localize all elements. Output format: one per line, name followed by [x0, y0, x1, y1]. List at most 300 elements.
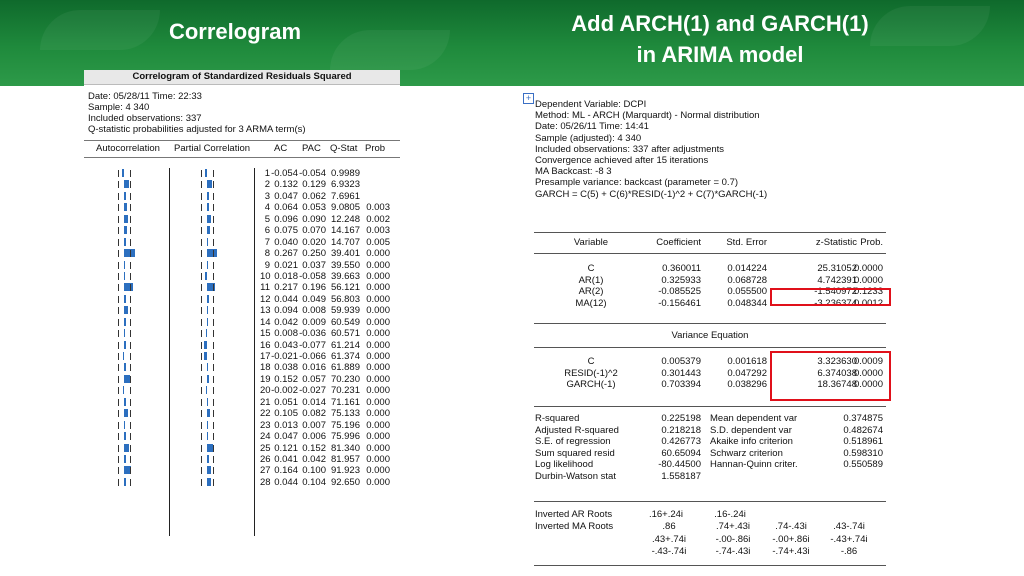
right-title-line-2: in ARIMA model	[636, 42, 804, 67]
confidence-mark	[201, 216, 202, 223]
pac-bar	[207, 432, 208, 440]
ac-bar	[124, 295, 126, 303]
coefficient-row-cell: AR(2)	[578, 286, 604, 297]
pac-bar	[204, 352, 207, 360]
ma-root: -.43+.74i	[830, 533, 868, 545]
lag-cell: 22	[260, 408, 271, 420]
confidence-mark	[201, 273, 202, 280]
coefficient-row-cell: MA(12)	[575, 297, 607, 309]
qstat-cell: 61.889	[330, 362, 360, 374]
confidence-mark	[201, 170, 202, 177]
prob-cell: 0.000	[366, 305, 390, 317]
lag-cell: 5	[264, 213, 270, 225]
confidence-mark	[201, 204, 202, 211]
ac-cell: -0.002	[271, 385, 298, 397]
coefficient-row-cell: C	[587, 263, 595, 274]
confidence-mark	[130, 227, 131, 234]
lag-cell: 15	[260, 328, 271, 340]
meta-line: Q-statistic probabilities adjusted for 3 ARMA term(s)	[88, 124, 306, 135]
confidence-mark	[201, 342, 202, 349]
confidence-mark	[130, 399, 131, 406]
confidence-mark	[201, 456, 202, 463]
correlogram-row	[84, 477, 400, 488]
coefficient-row-cell: 0.325933	[661, 274, 701, 286]
variance-row-cell: 18.36748	[817, 379, 857, 390]
pac-cell: 0.057	[302, 373, 326, 385]
qstat-cell: 81.957	[330, 453, 360, 465]
ma-root: .86	[662, 521, 676, 532]
column-header: Prob.	[860, 237, 883, 248]
pac-bar	[207, 375, 209, 383]
correlogram-row	[84, 351, 400, 362]
confidence-mark	[213, 387, 214, 394]
correlogram-row	[84, 225, 400, 236]
coefficient-row-cell: 0.0000	[853, 274, 883, 286]
confidence-mark	[118, 204, 119, 211]
ma-root: -.00-.86i	[715, 533, 751, 545]
correlogram-row	[84, 443, 400, 454]
qstat-cell: 39.401	[330, 248, 360, 260]
ac-bar	[124, 363, 126, 371]
confidence-mark	[118, 422, 119, 429]
ac-bar	[124, 261, 125, 269]
confidence-mark	[130, 250, 131, 257]
prob-cell: 0.003	[366, 225, 390, 237]
estimation-header-line: Date: 05/26/11 Time: 14:41	[535, 121, 649, 133]
ac-bar	[124, 192, 126, 200]
qstat-cell: 70.230	[330, 373, 360, 385]
confidence-mark	[201, 433, 202, 440]
confidence-mark	[130, 467, 131, 474]
pac-bar	[207, 180, 212, 188]
correlogram-row	[84, 465, 400, 476]
prob-cell: 0.000	[366, 465, 390, 477]
estimation-header-line: Included observations: 337 after adjustments	[535, 143, 725, 155]
ac-bar	[124, 329, 125, 337]
stat-label: Sum squared resid	[535, 447, 615, 459]
ac-cell: 0.044	[274, 476, 298, 488]
roots-label: Inverted AR Roots	[535, 509, 613, 520]
correlogram-row	[84, 385, 400, 396]
correlogram-row	[84, 248, 400, 259]
variance-row-cell: 0.301443	[661, 367, 701, 379]
coefficient-row-cell: 25.31052	[817, 263, 857, 274]
right-slide-title	[540, 8, 900, 70]
stat-label: Mean dependent var	[710, 413, 798, 424]
pac-cell: 0.090	[302, 213, 326, 225]
confidence-mark	[213, 467, 214, 474]
prob-cell: 0.005	[366, 236, 390, 248]
meta-line: Date: 05/28/11 Time: 22:33	[88, 91, 202, 102]
confidence-mark	[213, 353, 214, 360]
prob-cell: 0.000	[366, 419, 390, 431]
confidence-mark	[118, 342, 119, 349]
qstat-cell: 75.196	[330, 419, 360, 431]
confidence-mark	[118, 193, 119, 200]
pac-bar	[207, 192, 209, 200]
variance-row-cell: RESID(-1)^2	[564, 367, 618, 379]
roots-label: Inverted MA Roots	[535, 521, 614, 532]
variance-row-cell: 0.0000	[853, 379, 883, 390]
background-leaf-decoration	[40, 10, 160, 50]
ma-root: .74-.43i	[775, 521, 807, 532]
pac-cell: 0.053	[302, 202, 326, 214]
pac-bar	[207, 466, 211, 474]
confidence-mark	[201, 376, 202, 383]
ar-root: .16-.24i	[714, 509, 746, 520]
confidence-mark	[213, 193, 214, 200]
ma-root: .43+.74i	[651, 533, 687, 545]
pac-cell: 0.006	[302, 431, 326, 443]
prob-cell: 0.000	[366, 373, 390, 385]
coefficient-row-cell: 0.0012	[853, 297, 883, 309]
ac-cell: 0.013	[274, 419, 298, 431]
ac-cell: 0.152	[274, 373, 298, 385]
pac-bar	[207, 478, 211, 486]
coefficient-row-cell: 0.068728	[727, 274, 767, 286]
lag-cell: 19	[260, 373, 271, 385]
confidence-mark	[118, 456, 119, 463]
ac-bar	[124, 238, 126, 246]
pac-cell: 0.016	[302, 362, 326, 374]
ac-cell: 0.042	[274, 316, 298, 328]
lag-cell: 16	[260, 339, 271, 351]
table-rule	[534, 565, 886, 566]
confidence-mark	[130, 319, 131, 326]
confidence-mark	[201, 193, 202, 200]
ac-bar	[124, 306, 128, 314]
pac-bar	[207, 363, 208, 371]
correlogram-row	[84, 431, 400, 442]
confidence-mark	[118, 216, 119, 223]
correlogram-row	[84, 340, 400, 351]
confidence-mark	[201, 399, 202, 406]
ac-bar	[123, 352, 124, 360]
confidence-mark	[213, 319, 214, 326]
column-header: z-Statistic	[815, 237, 857, 248]
coefficient-row-cell: 0.0000	[853, 263, 883, 274]
confidence-mark	[130, 181, 131, 188]
column-header: Std. Error	[726, 237, 767, 248]
ac-bar	[124, 215, 128, 223]
ac-bar	[122, 169, 124, 177]
confidence-mark	[130, 307, 131, 314]
coefficient-row-cell: -1.540972	[814, 286, 857, 297]
stat-value: 0.550589	[843, 459, 883, 470]
confidence-mark	[213, 170, 214, 177]
correlogram-row	[84, 168, 400, 179]
confidence-mark	[201, 387, 202, 394]
confidence-mark	[118, 330, 119, 337]
confidence-mark	[130, 204, 131, 211]
prob-cell: 0.000	[366, 293, 390, 305]
confidence-mark	[213, 262, 214, 269]
confidence-mark	[130, 216, 131, 223]
confidence-mark	[201, 227, 202, 234]
ac-bar	[123, 386, 124, 394]
estimation-header-line: Method: ML - ARCH (Marquardt) - Normal distribution	[535, 110, 760, 122]
qstat-cell: 61.374	[330, 351, 360, 362]
confidence-mark	[213, 399, 214, 406]
correlogram-row	[84, 305, 400, 316]
confidence-mark	[213, 284, 214, 291]
correlogram-row	[84, 294, 400, 305]
lag-cell: 11	[260, 282, 270, 294]
pac-cell: 0.049	[302, 293, 326, 305]
confidence-mark	[201, 296, 202, 303]
correlogram-row	[84, 179, 400, 190]
ac-bar	[124, 283, 133, 291]
confidence-mark	[118, 181, 119, 188]
qstat-cell: 0.9989	[330, 168, 360, 179]
confidence-mark	[213, 181, 214, 188]
ac-cell: 0.121	[274, 442, 298, 454]
pac-cell: 0.062	[302, 190, 326, 202]
col-autocorrelation: Autocorrelation	[96, 143, 160, 154]
pac-bar	[206, 386, 207, 394]
coefficient-row-cell: -3.236374	[814, 297, 857, 309]
confidence-mark	[130, 353, 131, 360]
variance-row-cell: 0.001618	[727, 356, 767, 367]
variance-row-cell: 0.703394	[661, 379, 701, 390]
prob-cell: 0.000	[366, 259, 390, 271]
pac-cell: 0.104	[302, 476, 326, 488]
confidence-mark	[130, 284, 131, 291]
confidence-mark	[130, 422, 131, 429]
confidence-mark	[201, 410, 202, 417]
lag-cell: 1	[264, 168, 270, 179]
ac-cell: 0.040	[274, 236, 298, 248]
ac-cell: 0.217	[274, 282, 298, 294]
confidence-mark	[118, 445, 119, 452]
correlogram-row	[84, 271, 400, 282]
correlogram-row	[84, 408, 400, 419]
confidence-mark	[201, 479, 202, 486]
col-qstat: Q-Stat	[330, 143, 358, 154]
stat-value: 0.218218	[661, 424, 701, 436]
qstat-cell: 14.707	[330, 236, 360, 248]
meta-line: Sample: 4 340	[88, 102, 150, 113]
stat-label: Durbin-Watson stat	[535, 470, 616, 482]
confidence-mark	[213, 364, 214, 371]
prob-cell: 0.000	[366, 339, 390, 351]
stat-label: Hannan-Quinn criter.	[710, 459, 798, 470]
coefficient-row-cell: AR(1)	[578, 274, 604, 286]
prob-cell: 0.000	[366, 248, 390, 260]
prob-cell: 0.000	[366, 316, 390, 328]
prob-cell: 0.000	[366, 362, 390, 374]
pac-cell: 0.042	[302, 453, 326, 465]
pac-cell: 0.070	[302, 225, 326, 237]
confidence-mark	[213, 456, 214, 463]
table-rule	[534, 253, 886, 254]
meta-line: Included observations: 337	[88, 113, 202, 124]
pac-bar	[207, 295, 209, 303]
pac-cell: 0.129	[302, 179, 326, 191]
ac-cell: 0.041	[274, 453, 298, 465]
correlogram-meta	[84, 85, 400, 135]
confidence-mark	[201, 284, 202, 291]
correlogram-row	[84, 191, 400, 202]
ma-root: -.86	[840, 546, 858, 557]
confidence-mark	[118, 250, 119, 257]
pac-bar	[207, 318, 208, 326]
stat-label: R-squared	[535, 413, 580, 424]
confidence-mark	[213, 422, 214, 429]
table-rule	[534, 323, 886, 324]
pac-bar	[207, 226, 210, 234]
lag-cell: 28	[260, 476, 271, 488]
coefficient-row-cell: -0.156461	[658, 297, 701, 309]
confidence-mark	[130, 262, 131, 269]
pac-cell: 0.100	[302, 465, 326, 477]
confidence-mark	[118, 376, 119, 383]
correlogram-row	[84, 260, 400, 271]
ac-bar	[124, 398, 126, 406]
expand-icon[interactable]: +	[523, 93, 534, 104]
qstat-cell: 71.161	[330, 396, 360, 408]
ac-bar	[124, 455, 126, 463]
highlight-variance-box	[770, 351, 891, 401]
confidence-mark	[118, 239, 119, 246]
confidence-mark	[130, 296, 131, 303]
qstat-cell: 9.0805	[330, 202, 360, 214]
confidence-mark	[213, 376, 214, 383]
confidence-mark	[213, 204, 214, 211]
pac-bar	[205, 169, 207, 177]
prob-cell: 0.002	[366, 213, 390, 225]
lag-cell: 14	[260, 316, 271, 328]
ac-cell: 0.018	[274, 270, 298, 282]
confidence-mark	[130, 456, 131, 463]
table-rule	[534, 347, 886, 348]
estimation-output	[523, 93, 893, 569]
pac-bar	[207, 306, 208, 314]
stat-label: Akaike info criterion	[710, 436, 793, 447]
left-slide-title: Correlogram	[168, 19, 302, 44]
prob-cell: 0.000	[366, 453, 390, 465]
lag-cell: 8	[264, 248, 270, 260]
background-leaf-decoration	[330, 30, 450, 70]
correlogram-row	[84, 237, 400, 248]
confidence-mark	[213, 433, 214, 440]
lag-cell: 13	[260, 305, 271, 317]
confidence-mark	[130, 364, 131, 371]
col-ac: AC	[274, 143, 288, 154]
confidence-mark	[201, 353, 202, 360]
pac-cell: -0.058	[299, 270, 326, 282]
ma-root: .43-.74i	[833, 521, 865, 532]
variance-row-cell: C	[587, 356, 595, 367]
pac-cell: -0.077	[299, 339, 326, 351]
qstat-cell: 75.996	[330, 431, 360, 443]
confidence-mark	[213, 479, 214, 486]
ac-cell: 0.008	[274, 328, 298, 340]
ac-bar	[124, 478, 126, 486]
ac-cell: -0.021	[271, 351, 298, 362]
qstat-cell: 56.803	[330, 293, 360, 305]
pac-cell: 0.007	[302, 419, 326, 431]
highlight-ar2-box	[770, 288, 891, 306]
variance-row-cell: 0.005379	[661, 356, 701, 367]
confidence-mark	[213, 273, 214, 280]
pac-bar	[207, 455, 209, 463]
confidence-mark	[118, 273, 119, 280]
qstat-cell: 60.549	[330, 316, 360, 328]
variance-row-cell: 0.0000	[853, 367, 883, 379]
confidence-mark	[118, 307, 119, 314]
stat-value: 60.65094	[661, 447, 701, 459]
lag-cell: 24	[260, 431, 271, 443]
coefficient-row-cell: 0.014224	[727, 263, 767, 274]
confidence-mark	[201, 364, 202, 371]
qstat-cell: 7.6961	[330, 190, 360, 202]
column-header: Variable	[573, 237, 609, 248]
ac-bar	[124, 421, 125, 429]
correlogram-row	[84, 328, 400, 339]
confidence-mark	[118, 227, 119, 234]
correlogram-row	[84, 214, 400, 225]
ac-bar	[124, 409, 128, 417]
pac-cell: -0.036	[299, 328, 326, 340]
variance-equation-title: Variance Equation	[671, 330, 749, 341]
pac-cell: 0.082	[302, 408, 326, 420]
pac-bar	[206, 329, 207, 337]
confidence-mark	[130, 342, 131, 349]
col-partial-correlation: Partial Correlation	[174, 143, 251, 154]
confidence-mark	[201, 181, 202, 188]
ac-bar	[124, 318, 126, 326]
prob-cell: 0.000	[366, 396, 390, 408]
lag-cell: 26	[260, 453, 271, 465]
ac-cell: 0.051	[274, 396, 298, 408]
coefficient-row-cell: 4.742391	[817, 274, 857, 286]
stat-label: Adjusted R-squared	[535, 424, 619, 436]
estimation-header-line: Sample (adjusted): 4 340	[535, 132, 642, 144]
qstat-cell: 14.167	[330, 225, 360, 237]
ac-bar	[124, 272, 125, 280]
variance-row-cell: 0.0009	[853, 356, 883, 367]
coefficient-row-cell: 0.360011	[662, 263, 701, 274]
confidence-mark	[130, 239, 131, 246]
pac-cell: 0.014	[302, 396, 326, 408]
lag-cell: 12	[260, 293, 271, 305]
ma-root: -.43-.74i	[651, 546, 687, 557]
confidence-mark	[201, 239, 202, 246]
stat-value: 0.225198	[661, 413, 701, 424]
ac-cell: 0.094	[274, 305, 298, 317]
prob-cell: 0.000	[366, 270, 390, 282]
qstat-cell: 56.121	[330, 282, 360, 294]
pac-cell: -0.054	[299, 168, 326, 179]
prob-cell: 0.003	[366, 202, 390, 214]
pac-cell: 0.196	[302, 282, 326, 294]
correlogram-caption: Correlogram of Standardized Residuals Squared	[84, 70, 400, 85]
confidence-mark	[130, 410, 131, 417]
pac-bar	[207, 409, 210, 417]
pac-bar	[207, 203, 209, 211]
qstat-cell: 12.248	[330, 213, 360, 225]
variance-row-cell: GARCH(-1)	[566, 379, 616, 390]
qstat-cell: 60.571	[330, 328, 360, 340]
confidence-mark	[130, 445, 131, 452]
ma-root: -.74-.43i	[715, 546, 751, 557]
coefficient-row-cell: 0.1233	[853, 286, 883, 297]
confidence-mark	[213, 307, 214, 314]
ac-bar	[124, 203, 127, 211]
ac-bar	[124, 341, 126, 349]
confidence-mark	[118, 296, 119, 303]
